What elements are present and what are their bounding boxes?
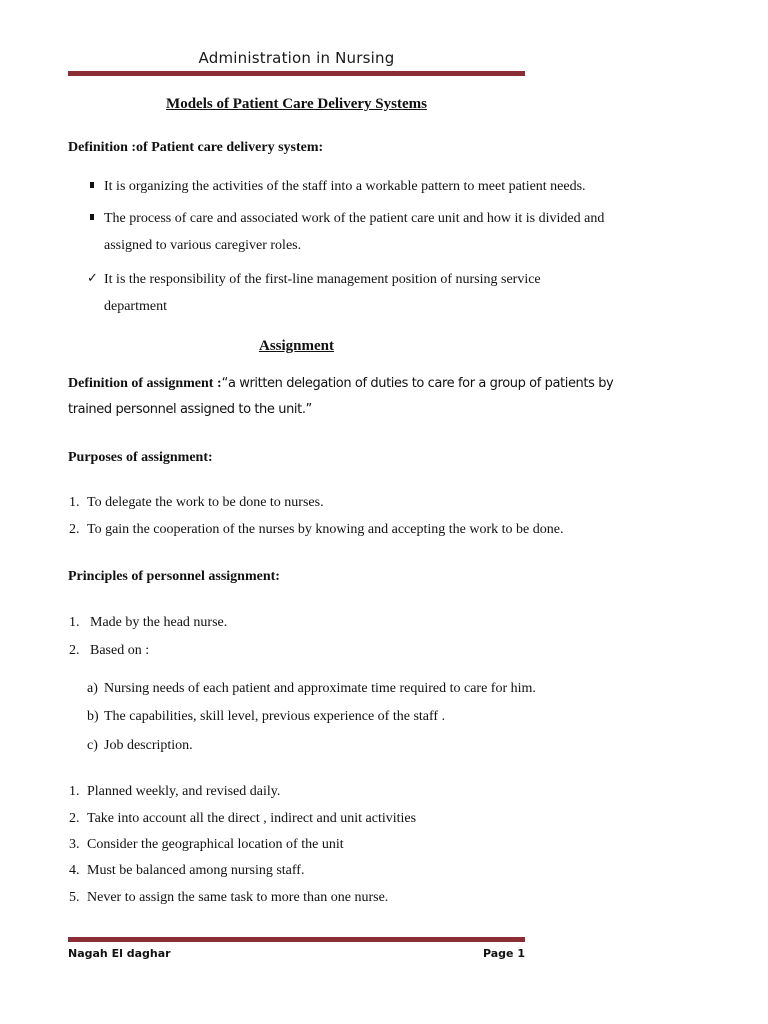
footer-page-number: Page 1 — [482, 947, 525, 960]
assignment-definition-line-2: trained personnel assigned to the unit.” — [68, 402, 312, 417]
purpose-number: 2. — [69, 522, 80, 537]
checkmark-icon: ✓ — [87, 271, 98, 286]
running-header-title: Administration in Nursing — [198, 49, 395, 67]
document-title: Models of Patient Care Delivery Systems — [166, 96, 427, 112]
principle-item: Made by the head nurse. — [90, 615, 228, 630]
rule-item: Must be balanced among nursing staff. — [87, 863, 305, 878]
check-item-line-2: department — [104, 299, 167, 314]
assignment-definition-line-1 — [68, 374, 613, 392]
header-divider — [68, 71, 525, 76]
purposes-heading: Purposes of assignment: — [68, 450, 213, 465]
definition-bullet-1: It is organizing the activities of the staff into a workable pattern to meet patient needs. — [104, 179, 586, 194]
principle-number: 1. — [69, 615, 80, 630]
principles-heading: Principles of personnel assignment: — [68, 569, 280, 584]
purpose-item: To delegate the work to be done to nurses. — [87, 495, 324, 510]
assignment-definition-label: Definition of assignment : — [68, 376, 222, 391]
based-on-letter: c) — [87, 738, 98, 753]
square-bullet-icon — [90, 182, 94, 188]
rule-item: Never to assign the same task to more than one nurse. — [87, 890, 389, 905]
rule-number: 5. — [69, 890, 80, 905]
based-on-item: Nursing needs of each patient and approximate time required to care for him. — [104, 681, 536, 696]
principle-number: 2. — [69, 643, 80, 658]
rule-item: Take into account all the direct , indirect and unit activities — [87, 811, 417, 826]
principle-item: Based on : — [90, 643, 150, 658]
assignment-definition-quote: “a written delegation of duties to care for a group of patients by — [221, 376, 614, 391]
footer-divider — [68, 937, 525, 942]
rule-number: 2. — [69, 811, 80, 826]
rule-item: Planned weekly, and revised daily. — [87, 784, 281, 799]
square-bullet-icon — [90, 214, 94, 220]
footer-author: Nagah El daghar — [68, 947, 171, 960]
assignment-heading: Assignment — [258, 338, 334, 354]
rule-number: 3. — [69, 837, 80, 852]
based-on-item: The capabilities, skill level, previous experience of the staff . — [104, 709, 446, 724]
based-on-letter: b) — [87, 709, 99, 724]
definition-bullet-2: The process of care and associated work of the patient care unit and how it is divided and — [104, 211, 605, 226]
purpose-item: To gain the cooperation of the nurses by knowing and accepting the work to be done. — [87, 522, 564, 537]
based-on-item: Job description. — [104, 738, 193, 753]
rule-number: 1. — [69, 784, 80, 799]
check-item-line-1: It is the responsibility of the first-line management position of nursing service — [104, 272, 541, 287]
rule-number: 4. — [69, 863, 80, 878]
based-on-letter: a) — [87, 681, 98, 696]
rule-item: Consider the geographical location of the unit — [87, 837, 344, 852]
purpose-number: 1. — [69, 495, 80, 510]
definition-heading: Definition :of Patient care delivery system: — [68, 140, 324, 155]
definition-bullet-2-continued: assigned to various caregiver roles. — [104, 238, 302, 253]
